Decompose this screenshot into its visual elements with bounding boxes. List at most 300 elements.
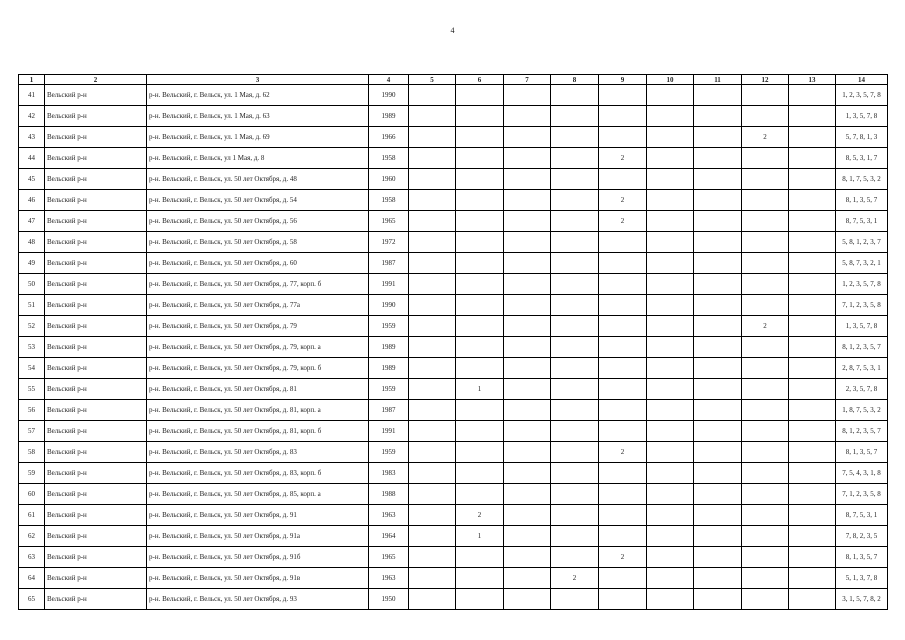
table-cell-col-4: 1990	[369, 85, 409, 106]
column-header-9: 9	[599, 75, 647, 85]
column-header-3: 3	[147, 75, 369, 85]
table-cell-col-10	[647, 421, 694, 442]
table-cell-col-11	[694, 295, 742, 316]
table-cell-col-9	[599, 526, 647, 547]
column-header-2: 2	[45, 75, 147, 85]
table-cell-col-4: 1966	[369, 127, 409, 148]
table-cell-col-8	[551, 295, 599, 316]
table-cell-col-7	[504, 589, 551, 610]
table-cell-col-2: Вельский р-н	[45, 589, 147, 610]
table-cell-col-3: р-н. Вельский, г. Вельск, ул. 1 Мая, д. 62	[147, 85, 369, 106]
table-cell-col-1: 41	[19, 85, 45, 106]
table-row	[19, 148, 888, 169]
table-cell-col-3: р-н. Вельский, г. Вельск, ул. 50 лет Октября, д. 93	[147, 589, 369, 610]
table-cell-col-6: 2	[456, 505, 504, 526]
table-cell-col-13	[789, 505, 836, 526]
table-row	[19, 211, 888, 232]
table-row	[19, 295, 888, 316]
table-cell-col-8	[551, 253, 599, 274]
table-cell-col-10	[647, 274, 694, 295]
table-cell-col-4: 1989	[369, 337, 409, 358]
table-cell-col-3: р-н. Вельский, г. Вельск, ул. 1 Мая, д. 63	[147, 106, 369, 127]
table-cell-col-5	[409, 211, 456, 232]
table-cell-col-3: р-н. Вельский, г. Вельск, ул. 50 лет Октября, д. 85, корп. а	[147, 484, 369, 505]
table-cell-col-2: Вельский р-н	[45, 295, 147, 316]
table-cell-col-7	[504, 148, 551, 169]
table-cell-col-9	[599, 484, 647, 505]
table-cell-col-1: 44	[19, 148, 45, 169]
table-cell-col-4: 1991	[369, 421, 409, 442]
column-header-7: 7	[504, 75, 551, 85]
table-cell-col-9	[599, 421, 647, 442]
table-cell-col-11	[694, 85, 742, 106]
table-cell-col-8	[551, 589, 599, 610]
table-cell-col-12	[742, 232, 789, 253]
table-cell-col-11	[694, 274, 742, 295]
table-cell-col-9	[599, 358, 647, 379]
table-cell-col-13	[789, 253, 836, 274]
table-cell-col-1: 59	[19, 463, 45, 484]
table-cell-col-4: 1965	[369, 211, 409, 232]
table-cell-col-2: Вельский р-н	[45, 85, 147, 106]
table-cell-col-1: 61	[19, 505, 45, 526]
table-cell-col-6	[456, 442, 504, 463]
table-cell-col-11	[694, 253, 742, 274]
table-cell-col-9	[599, 274, 647, 295]
table-cell-col-7	[504, 190, 551, 211]
table-cell-col-7	[504, 421, 551, 442]
table-cell-col-1: 60	[19, 484, 45, 505]
column-header-12: 12	[742, 75, 789, 85]
table-cell-col-1: 45	[19, 169, 45, 190]
column-header-5: 5	[409, 75, 456, 85]
table-cell-col-11	[694, 505, 742, 526]
table-cell-col-12	[742, 169, 789, 190]
table-cell-col-14: 5, 8, 7, 3, 2, 1	[836, 253, 888, 274]
table-cell-col-7	[504, 211, 551, 232]
table-cell-col-13	[789, 589, 836, 610]
table-cell-col-11	[694, 568, 742, 589]
table-cell-col-11	[694, 211, 742, 232]
table-cell-col-8	[551, 484, 599, 505]
table-cell-col-13	[789, 106, 836, 127]
table-cell-col-14: 5, 7, 8, 1, 3	[836, 127, 888, 148]
table-cell-col-4: 1959	[369, 316, 409, 337]
table-cell-col-14: 7, 1, 2, 3, 5, 8	[836, 484, 888, 505]
table-cell-col-9	[599, 400, 647, 421]
table-cell-col-7	[504, 400, 551, 421]
table-cell-col-12	[742, 442, 789, 463]
table-cell-col-10	[647, 358, 694, 379]
table-cell-col-13	[789, 316, 836, 337]
table-cell-col-8	[551, 274, 599, 295]
table-cell-col-5	[409, 568, 456, 589]
table-cell-col-11	[694, 232, 742, 253]
table-cell-col-10	[647, 211, 694, 232]
table-cell-col-5	[409, 442, 456, 463]
table-cell-col-11	[694, 106, 742, 127]
table-cell-col-4: 1987	[369, 400, 409, 421]
table-cell-col-12	[742, 358, 789, 379]
table-cell-col-8	[551, 232, 599, 253]
table-cell-col-9: 2	[599, 148, 647, 169]
table-cell-col-7	[504, 85, 551, 106]
table-cell-col-11	[694, 463, 742, 484]
table-cell-col-12	[742, 463, 789, 484]
table-cell-col-10	[647, 400, 694, 421]
table-cell-col-14: 3, 1, 5, 7, 8, 2	[836, 589, 888, 610]
table-cell-col-9: 2	[599, 190, 647, 211]
table-cell-col-12: 2	[742, 316, 789, 337]
table-cell-col-12	[742, 274, 789, 295]
table-cell-col-8	[551, 379, 599, 400]
table-cell-col-6	[456, 484, 504, 505]
table-cell-col-10	[647, 316, 694, 337]
column-header-14: 14	[836, 75, 888, 85]
table-cell-col-6	[456, 127, 504, 148]
table-cell-col-7	[504, 526, 551, 547]
table-cell-col-9	[599, 85, 647, 106]
table-cell-col-12	[742, 505, 789, 526]
table-cell-col-6	[456, 169, 504, 190]
table-cell-col-3: р-н. Вельский, г. Вельск, ул. 50 лет Октября, д. 91	[147, 505, 369, 526]
table-cell-col-8	[551, 463, 599, 484]
table-cell-col-1: 50	[19, 274, 45, 295]
table-cell-col-2: Вельский р-н	[45, 148, 147, 169]
table-cell-col-6	[456, 106, 504, 127]
table-cell-col-4: 1990	[369, 295, 409, 316]
table-cell-col-14: 8, 1, 3, 5, 7	[836, 190, 888, 211]
table-cell-col-11	[694, 547, 742, 568]
table-cell-col-1: 46	[19, 190, 45, 211]
table-cell-col-4: 1972	[369, 232, 409, 253]
table-cell-col-4: 1991	[369, 274, 409, 295]
table-cell-col-5	[409, 253, 456, 274]
table-cell-col-1: 47	[19, 211, 45, 232]
column-header-10: 10	[647, 75, 694, 85]
table-cell-col-9	[599, 169, 647, 190]
table-cell-col-6	[456, 232, 504, 253]
table-cell-col-10	[647, 232, 694, 253]
table-cell-col-14: 1, 2, 3, 5, 7, 8	[836, 85, 888, 106]
table-row	[19, 253, 888, 274]
table-cell-col-6	[456, 190, 504, 211]
table-cell-col-1: 48	[19, 232, 45, 253]
table-cell-col-4: 1959	[369, 442, 409, 463]
table-cell-col-14: 8, 1, 3, 5, 7	[836, 547, 888, 568]
table-cell-col-6	[456, 316, 504, 337]
table-cell-col-11	[694, 358, 742, 379]
housing-table	[18, 74, 888, 610]
table-cell-col-14: 1, 2, 3, 5, 7, 8	[836, 274, 888, 295]
table-cell-col-5	[409, 190, 456, 211]
table-cell-col-10	[647, 169, 694, 190]
table-cell-col-9	[599, 295, 647, 316]
table-cell-col-1: 56	[19, 400, 45, 421]
table-cell-col-1: 64	[19, 568, 45, 589]
table-cell-col-11	[694, 526, 742, 547]
table-cell-col-11	[694, 379, 742, 400]
table-cell-col-13	[789, 295, 836, 316]
table-cell-col-8	[551, 85, 599, 106]
table-row	[19, 358, 888, 379]
table-cell-col-4: 1963	[369, 568, 409, 589]
table-cell-col-5	[409, 484, 456, 505]
table-cell-col-13	[789, 127, 836, 148]
table-cell-col-6	[456, 211, 504, 232]
table-cell-col-12	[742, 526, 789, 547]
table-cell-col-14: 8, 1, 2, 3, 5, 7	[836, 337, 888, 358]
table-cell-col-3: р-н. Вельский, г. Вельск, ул. 1 Мая, д. 69	[147, 127, 369, 148]
table-row	[19, 85, 888, 106]
table-cell-col-4: 1983	[369, 463, 409, 484]
table-cell-col-13	[789, 232, 836, 253]
table-cell-col-10	[647, 463, 694, 484]
table-cell-col-14: 1, 3, 5, 7, 8	[836, 106, 888, 127]
table-cell-col-14: 8, 1, 3, 5, 7	[836, 442, 888, 463]
table-cell-col-7	[504, 358, 551, 379]
table-cell-col-2: Вельский р-н	[45, 547, 147, 568]
table-row	[19, 547, 888, 568]
table-cell-col-9	[599, 337, 647, 358]
table-cell-col-14: 8, 1, 7, 5, 3, 2	[836, 169, 888, 190]
table-cell-col-9: 2	[599, 547, 647, 568]
table-cell-col-7	[504, 505, 551, 526]
table-cell-col-10	[647, 127, 694, 148]
table-cell-col-9	[599, 316, 647, 337]
table-row	[19, 400, 888, 421]
table-cell-col-8	[551, 526, 599, 547]
table-cell-col-11	[694, 337, 742, 358]
table-row	[19, 463, 888, 484]
table-cell-col-6	[456, 253, 504, 274]
table-cell-col-3: р-н. Вельский, г. Вельск, ул. 50 лет Октября, д. 91б	[147, 547, 369, 568]
table-row	[19, 274, 888, 295]
table-cell-col-11	[694, 127, 742, 148]
table-cell-col-2: Вельский р-н	[45, 232, 147, 253]
table-cell-col-13	[789, 526, 836, 547]
header-row	[19, 75, 888, 85]
table-cell-col-3: р-н. Вельский, г. Вельск, ул. 50 лет Октября, д. 79	[147, 316, 369, 337]
table-cell-col-2: Вельский р-н	[45, 379, 147, 400]
table-cell-col-14: 2, 3, 5, 7, 8	[836, 379, 888, 400]
table-cell-col-9	[599, 127, 647, 148]
table-cell-col-7	[504, 484, 551, 505]
table-cell-col-6	[456, 295, 504, 316]
table-cell-col-13	[789, 337, 836, 358]
table-cell-col-2: Вельский р-н	[45, 484, 147, 505]
table-cell-col-13	[789, 85, 836, 106]
table-cell-col-6	[456, 274, 504, 295]
table-body	[19, 85, 888, 610]
table-cell-col-3: р-н. Вельский, г. Вельск, ул. 50 лет Октября, д. 77а	[147, 295, 369, 316]
table-row	[19, 442, 888, 463]
table-cell-col-12	[742, 379, 789, 400]
table-cell-col-7	[504, 379, 551, 400]
table-cell-col-9	[599, 253, 647, 274]
table-cell-col-4: 1989	[369, 106, 409, 127]
table-cell-col-7	[504, 547, 551, 568]
table-cell-col-7	[504, 295, 551, 316]
table-cell-col-7	[504, 253, 551, 274]
table-cell-col-1: 54	[19, 358, 45, 379]
table-cell-col-13	[789, 421, 836, 442]
table-cell-col-4: 1958	[369, 148, 409, 169]
table-cell-col-3: р-н. Вельский, г. Вельск, ул. 50 лет Октября, д. 56	[147, 211, 369, 232]
table-cell-col-2: Вельский р-н	[45, 253, 147, 274]
table-cell-col-1: 62	[19, 526, 45, 547]
table-cell-col-7	[504, 316, 551, 337]
table-cell-col-12	[742, 421, 789, 442]
table-cell-col-10	[647, 505, 694, 526]
table-cell-col-11	[694, 589, 742, 610]
table-row	[19, 568, 888, 589]
table-cell-col-5	[409, 589, 456, 610]
table-cell-col-11	[694, 400, 742, 421]
table-cell-col-2: Вельский р-н	[45, 337, 147, 358]
table-cell-col-2: Вельский р-н	[45, 526, 147, 547]
table-cell-col-5	[409, 232, 456, 253]
table-cell-col-2: Вельский р-н	[45, 274, 147, 295]
table-cell-col-3: р-н. Вельский, г. Вельск, ул. 50 лет Октября, д. 54	[147, 190, 369, 211]
table-cell-col-11	[694, 484, 742, 505]
table-cell-col-5	[409, 379, 456, 400]
table-cell-col-4: 1963	[369, 505, 409, 526]
table-cell-col-2: Вельский р-н	[45, 190, 147, 211]
table-cell-col-14: 2, 8, 7, 5, 3, 1	[836, 358, 888, 379]
table-cell-col-12	[742, 337, 789, 358]
table-cell-col-11	[694, 316, 742, 337]
table-cell-col-4: 1964	[369, 526, 409, 547]
table-cell-col-8	[551, 421, 599, 442]
table-row	[19, 589, 888, 610]
table-cell-col-2: Вельский р-н	[45, 463, 147, 484]
table-cell-col-14: 7, 1, 2, 3, 5, 8	[836, 295, 888, 316]
table-cell-col-1: 57	[19, 421, 45, 442]
table-cell-col-1: 53	[19, 337, 45, 358]
table-cell-col-14: 8, 5, 3, 1, 7	[836, 148, 888, 169]
table-cell-col-10	[647, 379, 694, 400]
table-cell-col-2: Вельский р-н	[45, 442, 147, 463]
table-cell-col-12	[742, 190, 789, 211]
table-row	[19, 106, 888, 127]
table-cell-col-14: 8, 7, 5, 3, 1	[836, 211, 888, 232]
table-cell-col-9	[599, 232, 647, 253]
table-cell-col-11	[694, 421, 742, 442]
table-cell-col-5	[409, 274, 456, 295]
table-cell-col-7	[504, 274, 551, 295]
table-cell-col-12	[742, 295, 789, 316]
table-cell-col-1: 58	[19, 442, 45, 463]
table-cell-col-7	[504, 127, 551, 148]
table-cell-col-9	[599, 505, 647, 526]
table-cell-col-11	[694, 148, 742, 169]
table-cell-col-12	[742, 400, 789, 421]
table-row	[19, 190, 888, 211]
table-cell-col-5	[409, 337, 456, 358]
table-row	[19, 484, 888, 505]
table-row	[19, 337, 888, 358]
table-cell-col-3: р-н. Вельский, г. Вельск, ул 1 Мая, д. 8	[147, 148, 369, 169]
table-cell-col-10	[647, 547, 694, 568]
table-cell-col-3: р-н. Вельский, г. Вельск, ул. 50 лет Октября, д. 91а	[147, 526, 369, 547]
table-cell-col-1: 55	[19, 379, 45, 400]
table-cell-col-8	[551, 547, 599, 568]
table-cell-col-14: 1, 3, 5, 7, 8	[836, 316, 888, 337]
table-row	[19, 127, 888, 148]
table-cell-col-3: р-н. Вельский, г. Вельск, ул. 50 лет Октября, д. 58	[147, 232, 369, 253]
table-cell-col-12	[742, 85, 789, 106]
table-cell-col-11	[694, 442, 742, 463]
table-cell-col-13	[789, 169, 836, 190]
table-cell-col-8	[551, 127, 599, 148]
table-cell-col-14: 5, 1, 3, 7, 8	[836, 568, 888, 589]
table-cell-col-5	[409, 169, 456, 190]
table-cell-col-11	[694, 190, 742, 211]
table-cell-col-12	[742, 211, 789, 232]
table-cell-col-6	[456, 358, 504, 379]
table-cell-col-11	[694, 169, 742, 190]
table-cell-col-8	[551, 358, 599, 379]
table-row	[19, 421, 888, 442]
table-cell-col-12	[742, 589, 789, 610]
table-cell-col-5	[409, 106, 456, 127]
table-cell-col-3: р-н. Вельский, г. Вельск, ул. 50 лет Октября, д. 83	[147, 442, 369, 463]
table-cell-col-5	[409, 421, 456, 442]
table-cell-col-7	[504, 337, 551, 358]
table-cell-col-6: 1	[456, 379, 504, 400]
table-cell-col-8	[551, 169, 599, 190]
table-cell-col-3: р-н. Вельский, г. Вельск, ул. 50 лет Октября, д. 79, корп. б	[147, 358, 369, 379]
table-cell-col-3: р-н. Вельский, г. Вельск, ул. 50 лет Октября, д. 81, корп. а	[147, 400, 369, 421]
table-row	[19, 379, 888, 400]
table-cell-col-4: 1988	[369, 484, 409, 505]
table-cell-col-8	[551, 337, 599, 358]
table-cell-col-4: 1989	[369, 358, 409, 379]
table-cell-col-10	[647, 190, 694, 211]
table-cell-col-3: р-н. Вельский, г. Вельск, ул. 50 лет Октября, д. 81	[147, 379, 369, 400]
table-cell-col-13	[789, 211, 836, 232]
table-cell-col-14: 8, 1, 2, 3, 5, 7	[836, 421, 888, 442]
table-cell-col-10	[647, 253, 694, 274]
table-cell-col-12	[742, 484, 789, 505]
table-cell-col-1: 52	[19, 316, 45, 337]
table-cell-col-7	[504, 106, 551, 127]
table-cell-col-2: Вельский р-н	[45, 505, 147, 526]
table-cell-col-9: 2	[599, 442, 647, 463]
table-cell-col-8	[551, 442, 599, 463]
table-cell-col-3: р-н. Вельский, г. Вельск, ул. 50 лет Октября, д. 91в	[147, 568, 369, 589]
table-cell-col-8	[551, 316, 599, 337]
table-cell-col-13	[789, 547, 836, 568]
table-cell-col-8	[551, 400, 599, 421]
table-cell-col-13	[789, 463, 836, 484]
table-row	[19, 232, 888, 253]
table-cell-col-8	[551, 148, 599, 169]
table-cell-col-13	[789, 442, 836, 463]
column-header-8: 8	[551, 75, 599, 85]
table-cell-col-14: 8, 7, 5, 3, 1	[836, 505, 888, 526]
table-cell-col-14: 5, 8, 1, 2, 3, 7	[836, 232, 888, 253]
table-cell-col-14: 7, 5, 4, 3, 1, 8	[836, 463, 888, 484]
table-cell-col-6	[456, 337, 504, 358]
table-cell-col-14: 7, 8, 2, 3, 5	[836, 526, 888, 547]
table-cell-col-2: Вельский р-н	[45, 211, 147, 232]
table-cell-col-1: 42	[19, 106, 45, 127]
table-cell-col-4: 1950	[369, 589, 409, 610]
table-cell-col-3: р-н. Вельский, г. Вельск, ул. 50 лет Октября, д. 77, корп. б	[147, 274, 369, 295]
table-cell-col-4: 1987	[369, 253, 409, 274]
